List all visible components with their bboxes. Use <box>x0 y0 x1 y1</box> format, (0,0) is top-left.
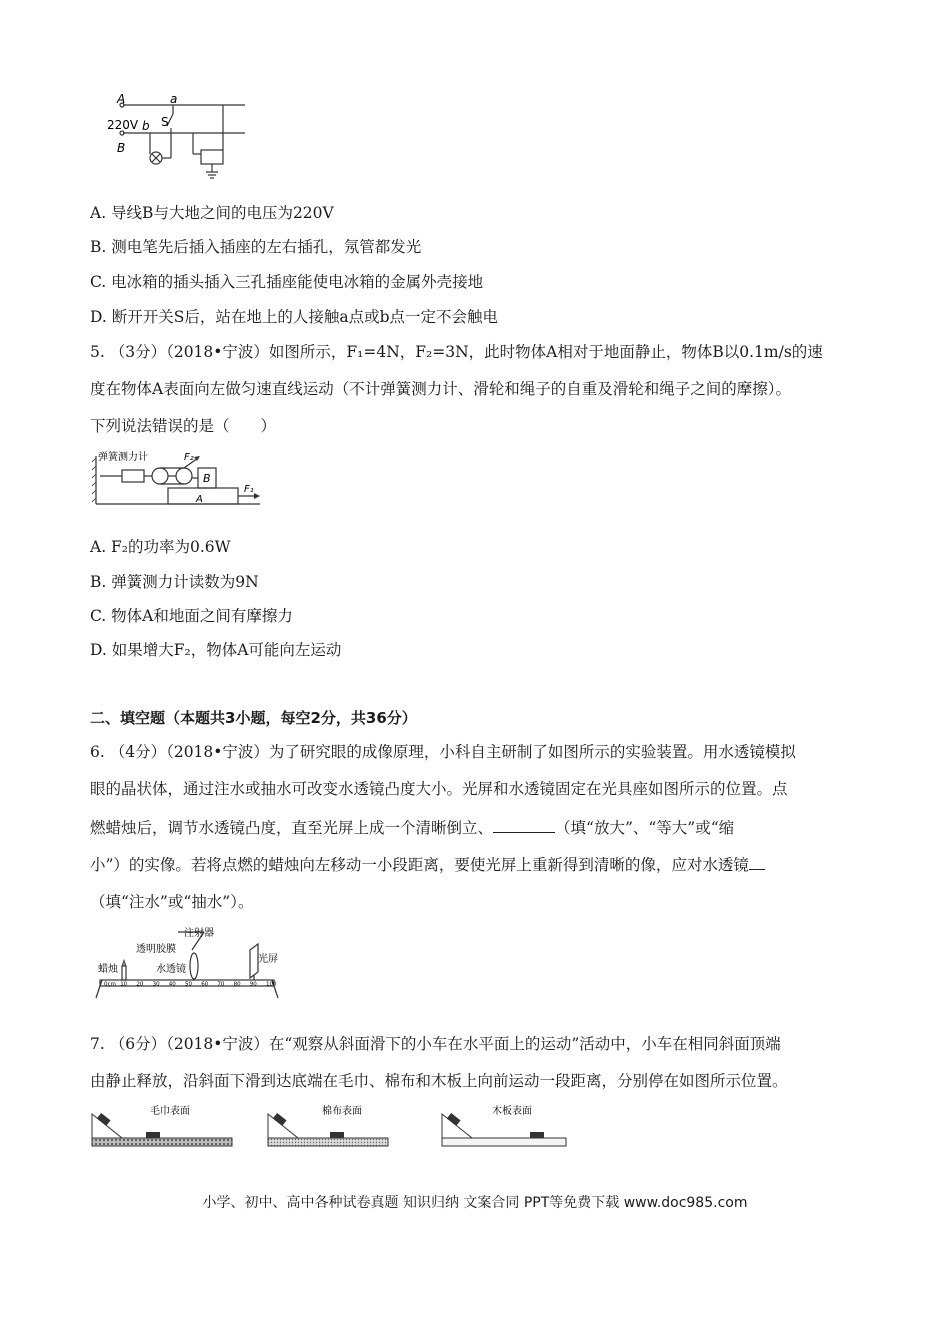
q4-option-d: D. 断开开关S后，站在地上的人接触a点或b点一定不会触电 <box>90 308 499 326</box>
q6-text-line-1: 6. （4分）（2018•宁波）为了研究眼的成像原理，小科自主研制了如图所示的实验装置。用水透镜模拟 <box>90 743 796 761</box>
q4-label-b-lower: b <box>142 119 150 133</box>
q5-option-b: B. 弹簧测力计读数为9N <box>90 573 259 591</box>
q7-label-towel: 毛巾表面 <box>150 1106 190 1117</box>
q6-text-line-3 <box>90 818 734 838</box>
page-footer: 小学、初中、高中各种试卷真题 知识归纳 文案合同 PPT等免费下载 www.doc985.com <box>202 1195 748 1211</box>
q7-label-cotton: 棉布表面 <box>322 1106 362 1117</box>
q4-option-c: C. 电冰箱的插头插入三孔插座能使电冰箱的金属外壳接地 <box>90 273 484 291</box>
q6-scale-tick-label: 80 <box>233 981 241 988</box>
q4-label-switch: S <box>161 115 169 129</box>
q5-option-c: C. 物体A和地面之间有摩擦力 <box>90 607 293 625</box>
q6-label-film: 透明胶膜 <box>136 944 176 955</box>
q5-text-line-1: 5. （3分）（2018•宁波）如图所示，F₁=4N，F₂=3N，此时物体A相对于地面静止，物体B以0.1m/s的速 <box>90 343 823 361</box>
q6-label-lens: 水透镜 <box>156 964 186 975</box>
q6-scale-tick-label: 10 <box>120 981 128 988</box>
q5-option-a: A. F₂的功率为0.6W <box>90 538 231 556</box>
q6-scale-tick-label: 70 <box>217 981 225 988</box>
q6-blank-2[interactable] <box>749 855 765 870</box>
q4-circuit-figure <box>105 92 255 188</box>
q4-label-a-upper: A <box>117 92 126 106</box>
q7-surfaces-figure <box>90 1102 580 1156</box>
q6-scale-tick-label: 30 <box>152 981 160 988</box>
q6-label-screen: 光屏 <box>258 954 278 965</box>
q6-scale-tick-label: 50 <box>185 981 192 988</box>
q7-text-line-2: 由静止释放，沿斜面下滑到达底端在毛巾、棉布和木板上向前运动一段距离，分别停在如图所示位置。 <box>90 1072 788 1090</box>
q6-label-candle: 蜡烛 <box>98 964 118 975</box>
q6-text-line-3-part-2: （填“放大”、“等大”或“缩 <box>555 819 735 837</box>
q5-text-line-3: 下列说法错误的是（ ） <box>90 417 277 435</box>
q5-pulley-figure <box>92 448 264 514</box>
q5-label-a: A <box>196 494 203 505</box>
q6-scale-tick-label: 20 <box>136 981 144 988</box>
q5-text-line-2: 度在物体A表面向左做匀速直线运动（不计弹簧测力计、滑轮和绳子的自重及滑轮和绳子之间的摩擦）。 <box>90 380 791 398</box>
q5-option-d: D. 如果增大F₂，物体A可能向左运动 <box>90 641 342 659</box>
q5-label-f1: F₁ <box>244 484 254 495</box>
section-2-heading: 二、填空题（本题共3小题，每空2分，共36分） <box>90 709 417 727</box>
q5-label-spring-scale: 弹簧测力计 <box>98 452 148 463</box>
q7-text-line-1: 7. （6分）（2018•宁波）在“观察从斜面滑下的小车在水平面上的运动”活动中，小车在相同斜面顶端 <box>90 1035 781 1053</box>
q4-label-a-lower: a <box>170 92 178 106</box>
q6-scale-tick-label: 60 <box>201 981 209 988</box>
q6-scale-tick-label: 100 <box>266 981 277 988</box>
q4-option-a: A. 导线B与大地之间的电压为220V <box>90 204 334 222</box>
q6-optical-bench-figure <box>92 922 282 1008</box>
q5-label-f2: F₂ <box>184 452 194 463</box>
q6-scale-tick-label: 0cm <box>104 981 116 988</box>
q4-label-b-upper: B <box>117 141 126 155</box>
q6-label-syringe: 注射器 <box>184 928 214 939</box>
q6-text-line-3-part-1: 燃蜡烛后，调节水透镜凸度，直至光屏上成一个清晰倒立、 <box>90 819 494 837</box>
q6-scale-tick-label: 90 <box>249 981 257 988</box>
q6-scale-tick-label: 40 <box>168 981 176 988</box>
q6-blank-1[interactable] <box>493 818 555 833</box>
q6-text-line-4 <box>90 855 765 875</box>
q4-option-b: B. 测电笔先后插入插座的左右插孔，氖管都发光 <box>90 238 422 256</box>
q6-text-line-5: （填“注水”或“抽水”）。 <box>90 893 254 911</box>
q6-text-line-2: 眼的晶状体，通过注水或抽水可改变水透镜凸度大小。光屏和水透镜固定在光具座如图所示的位置。点 <box>90 780 788 798</box>
q6-text-line-4-text: 小”）的实像。若将点燃的蜡烛向左移动一小段距离，要使光屏上重新得到清晰的像，应对水透镜 <box>90 856 749 874</box>
q5-label-b: B <box>203 472 211 485</box>
q7-label-wood: 木板表面 <box>492 1106 532 1117</box>
q4-label-voltage: 220V <box>107 118 139 132</box>
